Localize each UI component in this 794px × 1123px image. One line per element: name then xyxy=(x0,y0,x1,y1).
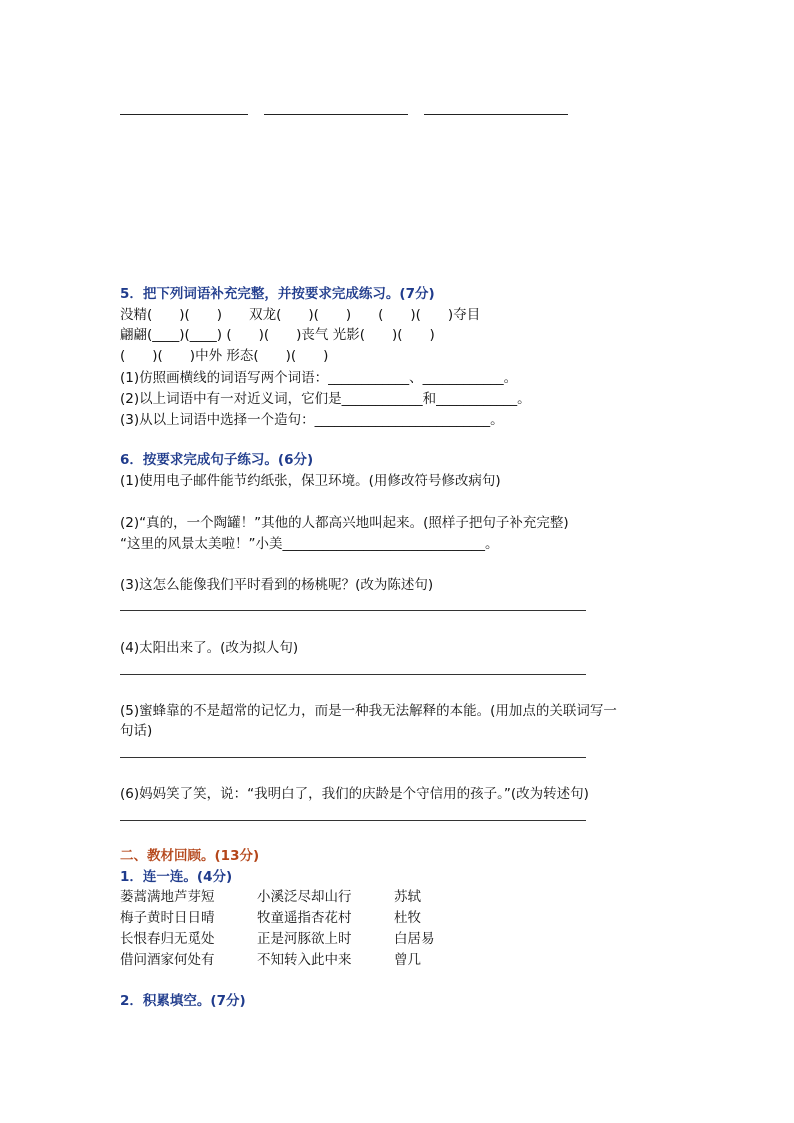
q6-answer-line-5[interactable] xyxy=(120,757,586,758)
q5-words-row-1: 没精( )( ) 双龙( )( ) ( )( )夺目 xyxy=(120,307,481,323)
match-item[interactable]: 曾几 xyxy=(394,952,421,968)
q6-sentence-6: (6)妈妈笑了笑，说：“我明白了，我们的庆龄是个守信用的孩子。”(改为转述句) xyxy=(120,786,589,802)
match-item[interactable]: 白居易 xyxy=(394,931,435,947)
match-item[interactable]: 牧童遥指杏花村 xyxy=(257,910,352,926)
q5-words-row-3: ( )( )中外 形态( )( ) xyxy=(120,348,329,364)
q6-sentence-2-task: “这里的风景太美啦！”小美______________________________。 xyxy=(120,536,499,552)
answer-blank-3[interactable] xyxy=(424,114,568,115)
q6-sentence-4: (4)太阳出来了。(改为拟人句) xyxy=(120,640,299,656)
q6-answer-line-4[interactable] xyxy=(120,674,586,675)
match-column-authors xyxy=(394,887,435,971)
match-item[interactable]: 蒌蒿满地芦芽短 xyxy=(120,889,215,905)
match-item[interactable]: 长恨春归无觅处 xyxy=(120,931,215,947)
match-item[interactable]: 小溪泛尽却山行 xyxy=(257,889,352,905)
q5-words-row-2: 翩翩(____)(____) ( )( )丧气 光影( )( ) xyxy=(120,327,435,343)
q5-part-2: (2)以上词语中有一对近义词，它们是____________和____________。 xyxy=(120,391,531,407)
match-item[interactable]: 不知转入此中来 xyxy=(257,952,352,968)
q6-answer-line-3[interactable] xyxy=(120,610,586,611)
s2-q2-title: 2．积累填空。(7分) xyxy=(120,993,246,1009)
match-item[interactable]: 杜牧 xyxy=(394,910,421,926)
q6-sentence-2-prompt: (2)“真的，一个陶罐！”其他的人都高兴地叫起来。(照样子把句子补充完整) xyxy=(120,515,569,531)
q5-part-3: (3)从以上词语中选择一个造句：__________________________。 xyxy=(120,412,504,428)
match-item[interactable]: 苏轼 xyxy=(394,889,421,905)
q6-sentence-1: (1)使用电子邮件能节约纸张，保卫环境。(用修改符号修改病句) xyxy=(120,473,501,489)
match-column-poem-second-lines xyxy=(257,887,352,971)
q5-part-1: (1)仿照画横线的词语写两个词语：____________、____________。 xyxy=(120,370,518,386)
section-2-title: 二、教材回顾。(13分) xyxy=(120,848,260,864)
q6-title: 6．按要求完成句子练习。(6分) xyxy=(120,452,314,468)
match-item[interactable]: 梅子黄时日日晴 xyxy=(120,910,215,926)
match-item[interactable]: 借问酒家何处有 xyxy=(120,952,215,968)
answer-blank-2[interactable] xyxy=(264,114,408,115)
match-column-poem-first-lines xyxy=(120,887,215,971)
q6-sentence-5-cont: 句话) xyxy=(120,723,153,739)
q6-sentence-3: (3)这怎么能像我们平时看到的杨桃呢？(改为陈述句) xyxy=(120,577,434,593)
q6-answer-line-6[interactable] xyxy=(120,820,586,821)
match-item[interactable]: 正是河豚欲上时 xyxy=(257,931,352,947)
q5-title: 5．把下列词语补充完整，并按要求完成练习。(7分) xyxy=(120,286,435,302)
s2-q1-title: 1．连一连。(4分) xyxy=(120,869,233,885)
answer-blank-1[interactable] xyxy=(120,114,248,115)
q6-sentence-5: (5)蜜蜂靠的不是超常的记忆力，而是一种我无法解释的本能。(用加点的关联词写一 xyxy=(120,703,617,719)
